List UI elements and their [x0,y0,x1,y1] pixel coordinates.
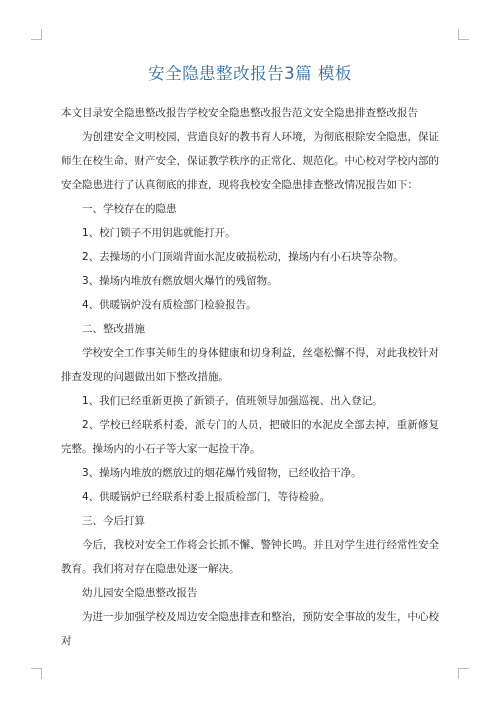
list-item: 1、我们已经重新更换了新锁子，值班领导加强巡视、出入登记。 [82,395,383,407]
section-heading: 一、学校存在的隐患 [82,203,177,215]
crop-mark-bottom-left [31,668,42,679]
intro-paragraph: 为创建安全文明校园，营造良好的教书育人环境，为彻底根除安全隐患，保证师生在校生命、财产安全，保证教学秩序的正常化、规范化。中心校对学校内部的安全隐患进行了认真彻底的排查，现将我校安全隐患排查整改情况报告如下： [61,131,439,191]
list-item: 2、学校已经联系村委，派专门的人员，把破旧的水泥皮全部去掉，重新修复完整。操场内的小石子等大家一起捡干净。 [61,419,439,455]
body-paragraph: 今后，我校对安全工作将会长抓不懈、警钟长鸣。并且对学生进行经常性安全教育。我们将对存在隐患处逐一解决。 [61,539,439,575]
document-page [61,60,439,653]
list-item: 4、供暖锅炉已经联系村委上报质检部门，等待检验。 [82,491,331,503]
crop-mark-top-left [31,29,42,40]
list-item: 1、校门锁子不用钥匙就能打开。 [82,227,236,239]
section-heading: 三、今后打算 [82,515,145,527]
list-item: 2、去操场的小门顶端背面水泥皮破损松动，操场内有小石块等杂物。 [82,251,404,263]
list-item: 3、操场内堆放的燃放过的烟花爆竹残留物，已经收拾干净。 [82,467,362,479]
body-paragraph: 为进一步加强学校及周边安全隐患排查和整治，预防安全事故的发生，中心校对 [61,611,439,647]
crop-mark-top-right [458,29,469,40]
body-paragraph: 学校安全工作事关师生的身体健康和切身利益，丝毫松懈不得，对此我校针对排查发现的问题做出如下整改措施。 [61,347,439,383]
table-of-contents-line: 本文目录安全隐患整改报告学校安全隐患整改报告范文安全隐患排查整改报告 [61,107,418,119]
list-item: 3、操场内堆放有燃放烟火爆竹的残留物。 [82,275,278,287]
section-heading: 二、整改措施 [82,323,145,335]
list-item: 4、供暖锅炉没有质检部门检验报告。 [82,299,257,311]
document-title: 安全隐患整改报告3篇 模板 [148,64,352,83]
crop-mark-bottom-right [458,668,469,679]
subsection-title: 幼儿园安全隐患整改报告 [82,587,198,599]
